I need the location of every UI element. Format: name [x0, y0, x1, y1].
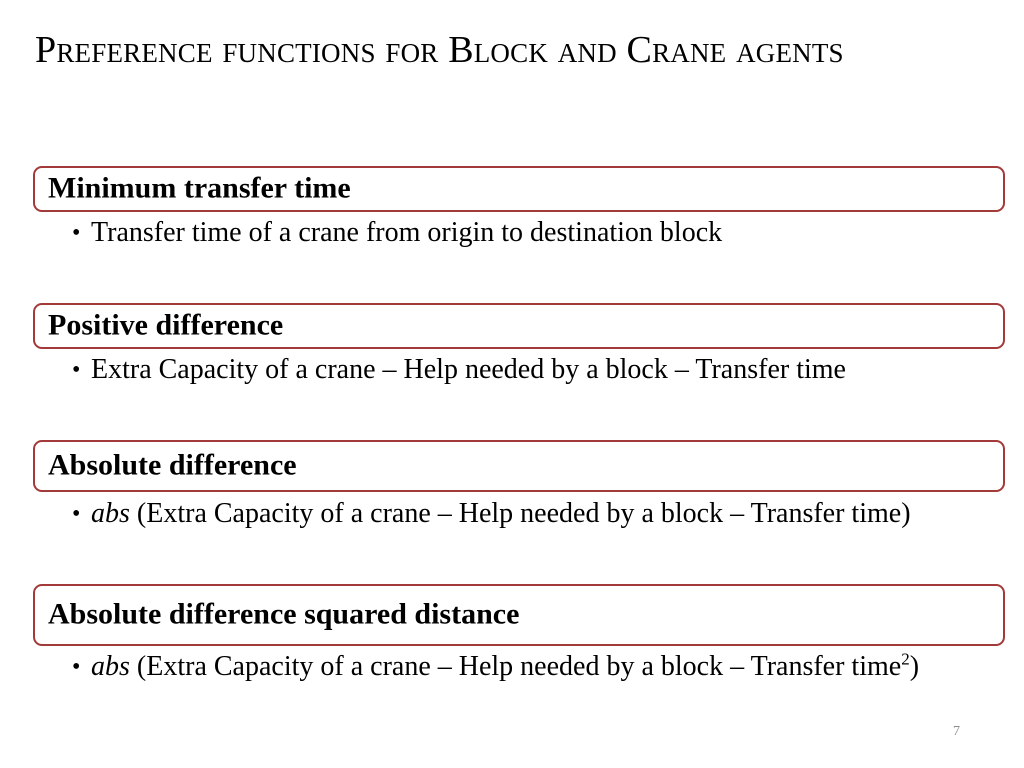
abs-function: abs	[91, 498, 130, 529]
page-number: 7	[953, 724, 960, 739]
bullet-item	[72, 214, 952, 252]
exponent-superscript: 2	[901, 649, 910, 669]
bullet-text	[91, 351, 952, 389]
section-box-absolute-difference-squared-distance	[33, 584, 1005, 646]
section-heading: Absolute difference squared distance	[48, 597, 520, 631]
bullet-body: (Extra Capacity of a crane – Help needed by a block – Transfer time	[129, 651, 902, 682]
bullet-item	[72, 351, 952, 389]
bullet-body: Transfer time of a crane from origin to destination block	[91, 217, 723, 248]
bullet-body: Extra Capacity of a crane – Help needed by a block – Transfer time	[91, 354, 846, 385]
bullet-dot: •	[72, 501, 81, 527]
bullet-dot: •	[72, 357, 81, 383]
bullet-item	[72, 648, 952, 686]
bullet-body: (Extra Capacity of a crane – Help needed by a block – Transfer time)	[129, 498, 911, 529]
section-box-minimum-transfer-time	[33, 166, 1005, 212]
abs-function: abs	[91, 651, 130, 682]
bullet-text	[91, 648, 952, 686]
bullet-text	[91, 214, 952, 252]
section-box-positive-difference	[33, 303, 1005, 349]
bullet-text	[91, 495, 952, 533]
bullet-closing-paren: )	[909, 651, 920, 682]
section-heading: Minimum transfer time	[48, 171, 351, 205]
bullet-dot: •	[72, 654, 81, 680]
slide-title: Preference functions for Block and Crane agents	[35, 29, 844, 71]
bullet-item	[72, 495, 952, 533]
bullet-dot: •	[72, 220, 81, 246]
section-heading: Absolute difference	[48, 448, 297, 482]
section-box-absolute-difference	[33, 440, 1005, 492]
section-heading: Positive difference	[48, 308, 284, 342]
